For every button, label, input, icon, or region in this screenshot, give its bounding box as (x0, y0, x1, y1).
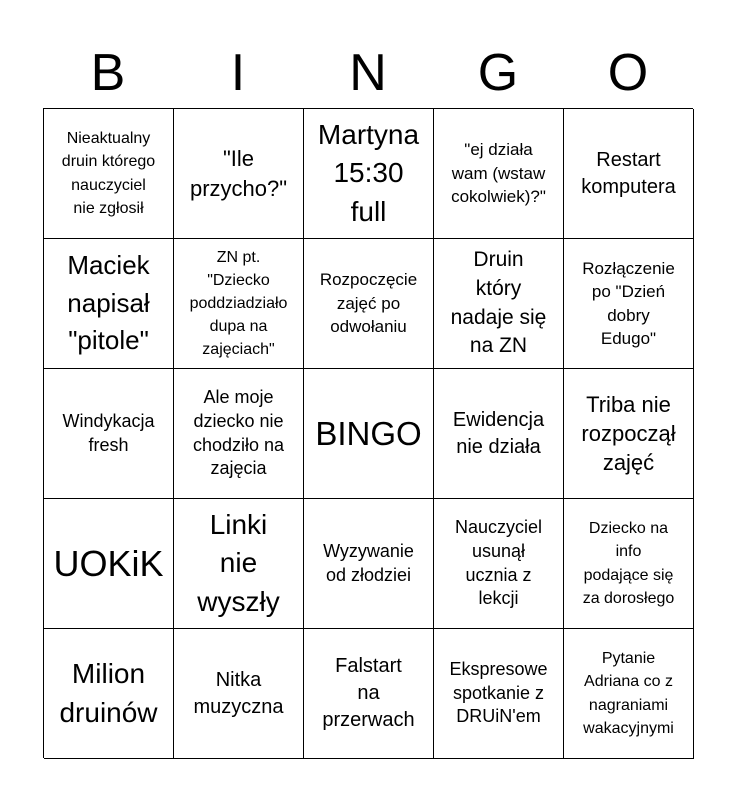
bingo-cell[interactable]: Pytanie Adriana co z nagraniami wakacyjnymi (564, 629, 694, 759)
bingo-cell[interactable]: Milion druinów (44, 629, 174, 759)
header-letter-g: G (477, 44, 519, 102)
bingo-cell[interactable]: Ekspresowe spotkanie z DRUiN'em (434, 629, 564, 759)
bingo-cell[interactable]: "ej działa wam (wstaw cokolwiek)?" (434, 109, 564, 239)
bingo-cell[interactable]: Wyzywanie od złodziei (304, 499, 434, 629)
bingo-cell[interactable]: Maciek napisał "pitole" (44, 239, 174, 369)
bingo-cell[interactable]: Restart komputera (564, 109, 694, 239)
bingo-cell[interactable]: Triba nie rozpoczął zajęć (564, 369, 694, 499)
bingo-cell[interactable]: "Ile przycho?" (174, 109, 304, 239)
bingo-cell[interactable]: ZN pt. "Dziecko poddziadziało dupa na zajęciach" (174, 239, 304, 369)
bingo-cell[interactable]: Falstart na przerwach (304, 629, 434, 759)
bingo-cell[interactable]: Ale moje dziecko nie chodziło na zajęcia (174, 369, 304, 499)
bingo-cell[interactable]: Martyna 15:30 full (304, 109, 434, 239)
bingo-cell[interactable]: Windykacja fresh (44, 369, 174, 499)
header-letter-n: N (349, 44, 387, 102)
bingo-cell[interactable]: Nieaktualny druin którego nauczyciel nie zgłosił (44, 109, 174, 239)
bingo-cell[interactable]: Rozłączenie po "Dzień dobry Edugo" (564, 239, 694, 369)
bingo-cell[interactable]: Linki nie wyszły (174, 499, 304, 629)
bingo-cell[interactable]: Dziecko na info podające się za dorosłego (564, 499, 694, 629)
header-letter-i: I (230, 44, 246, 102)
bingo-cell[interactable]: UOKiK (44, 499, 174, 629)
bingo-cell[interactable]: Ewidencja nie działa (434, 369, 564, 499)
bingo-cell-free[interactable]: BINGO (304, 369, 434, 499)
bingo-cell[interactable]: Rozpoczęcie zajęć po odwołaniu (304, 239, 434, 369)
bingo-cell[interactable]: Nauczyciel usunął ucznia z lekcji (434, 499, 564, 629)
header-letter-o: O (607, 44, 649, 102)
bingo-cell[interactable]: Nitka muzyczna (174, 629, 304, 759)
bingo-cell[interactable]: Druin który nadaje się na ZN (434, 239, 564, 369)
bingo-board (43, 108, 693, 758)
bingo-header (43, 38, 693, 108)
header-letter-b: B (90, 44, 126, 102)
